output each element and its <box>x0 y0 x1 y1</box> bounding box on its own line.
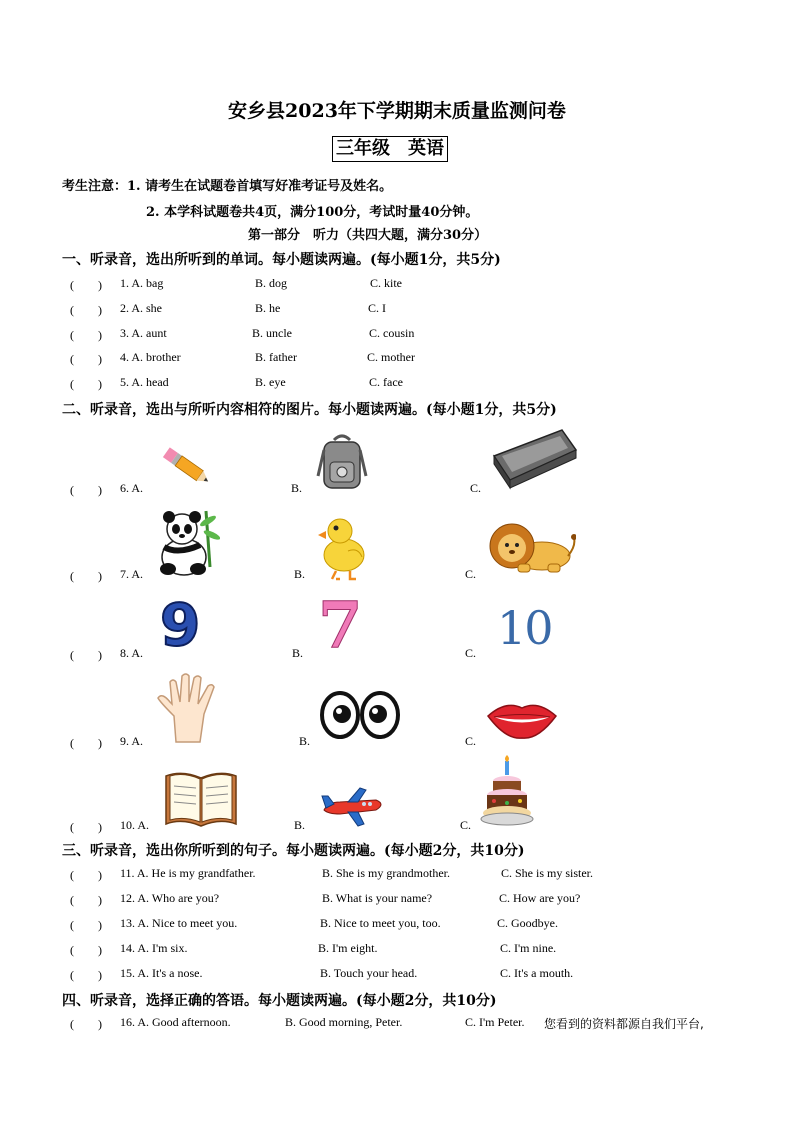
option-c: C. Goodbye. <box>497 916 558 930</box>
option-a: 14. A. I'm six. <box>120 941 188 955</box>
question-12 <box>70 891 770 907</box>
option-c: C. kite <box>370 276 402 290</box>
option-a: 1. A. bag <box>120 276 164 290</box>
question-14 <box>70 941 770 957</box>
number-seven-picture: 7 <box>318 588 363 663</box>
pencil-case-icon <box>488 424 580 492</box>
option-c: C. cousin <box>369 326 415 340</box>
option-c: C. mother <box>367 350 415 364</box>
option-c: C. <box>465 567 477 581</box>
source-note: 您看到的资料都源自我们平台, <box>544 1017 704 1031</box>
option-a: 16. A. Good afternoon. <box>120 1015 231 1029</box>
option-a: 11. A. He is my grandfather. <box>120 866 256 880</box>
answer-paren[interactable]: ( ) <box>70 648 102 662</box>
backpack-icon <box>316 432 368 492</box>
answer-paren[interactable]: ( ) <box>70 868 102 882</box>
question-5 <box>70 375 770 391</box>
option-b: B. <box>294 818 306 832</box>
option-a: 2. A. she <box>120 301 162 315</box>
answer-paren[interactable]: ( ) <box>70 303 102 317</box>
option-b: B. What is your name? <box>322 891 433 905</box>
option-b: B. I'm eight. <box>318 941 378 955</box>
option-a: 8. A. <box>120 646 144 660</box>
panda-icon <box>158 507 220 577</box>
option-c: C. It's a mouth. <box>500 966 574 980</box>
question-16 <box>70 1015 770 1031</box>
cake-icon <box>480 755 534 831</box>
answer-paren[interactable]: ( ) <box>70 893 102 907</box>
option-c: C. I <box>368 301 386 315</box>
option-c: C. <box>470 481 482 495</box>
duck-icon <box>318 513 368 581</box>
answer-paren[interactable]: ( ) <box>70 1017 102 1031</box>
option-b: B. Nice to meet you, too. <box>320 916 441 930</box>
option-a: 15. A. It's a nose. <box>120 966 203 980</box>
option-b: B. he <box>255 301 281 315</box>
answer-paren[interactable]: ( ) <box>70 943 102 957</box>
option-b: B. <box>291 481 303 495</box>
answer-paren[interactable]: ( ) <box>70 569 102 583</box>
answer-paren[interactable]: ( ) <box>70 483 102 497</box>
question-13 <box>70 916 770 932</box>
option-c: C. face <box>369 375 403 389</box>
option-b: B. Touch your head. <box>320 966 418 980</box>
question-15 <box>70 966 770 982</box>
option-c: C. <box>465 646 477 660</box>
option-b: B. dog <box>255 276 288 290</box>
question-1 <box>70 276 770 292</box>
option-b: B. <box>299 734 311 748</box>
question-4 <box>70 350 770 366</box>
answer-paren[interactable]: ( ) <box>70 352 102 366</box>
option-b: B. Good morning, Peter. <box>285 1015 403 1029</box>
eyes-icon <box>320 690 402 740</box>
notice-line-2: 2. 本学科试题卷共4页，满分100分，考试时量40分钟。 <box>146 205 479 220</box>
answer-paren[interactable]: ( ) <box>70 328 102 342</box>
question-3 <box>70 326 770 342</box>
plane-icon <box>320 786 386 828</box>
option-a: 6. A. <box>120 481 144 495</box>
answer-paren[interactable]: ( ) <box>70 736 102 750</box>
section-2-heading: 二、听录音，选出与所听内容相符的图片。每小题读两遍。(每小题1分，共5分) <box>62 402 557 418</box>
option-a: 12. A. Who are you? <box>120 891 220 905</box>
option-a: 9. A. <box>120 734 144 748</box>
option-c: C. How are you? <box>499 891 581 905</box>
section-3-heading: 三、听录音，选出你所听到的句子。每小题读两遍。(每小题2分，共10分) <box>62 843 525 859</box>
option-b: B. She is my grandmother. <box>322 866 450 880</box>
lion-icon <box>488 516 576 578</box>
option-b: B. father <box>255 350 297 364</box>
book-icon <box>164 770 238 828</box>
option-c: C. <box>460 818 472 832</box>
option-c: C. She is my sister. <box>501 866 594 880</box>
answer-paren[interactable]: ( ) <box>70 278 102 292</box>
option-a: 3. A. aunt <box>120 326 167 340</box>
option-c: C. I'm nine. <box>500 941 557 955</box>
answer-paren[interactable]: ( ) <box>70 918 102 932</box>
option-a: 7. A. <box>120 567 144 581</box>
section-1-heading: 一、听录音，选出所听到的单词。每小题读两遍。(每小题1分，共5分) <box>62 252 501 268</box>
section-4-heading: 四、听录音，选择正确的答语。每小题读两遍。(每小题2分，共10分) <box>62 993 497 1009</box>
option-b: B. eye <box>255 375 286 389</box>
answer-paren[interactable]: ( ) <box>70 968 102 982</box>
answer-paren[interactable]: ( ) <box>70 820 102 834</box>
option-a: 13. A. Nice to meet you. <box>120 916 238 930</box>
answer-paren[interactable]: ( ) <box>70 377 102 391</box>
part-one-heading: 第一部分 听力（共四大题，满分30分） <box>248 228 488 243</box>
option-a: 10. A. <box>120 818 150 832</box>
option-c: C. <box>465 734 477 748</box>
option-b: B. <box>292 646 304 660</box>
grade-subject-box: 三年级 英语 <box>332 136 448 162</box>
option-a: 5. A. head <box>120 375 169 389</box>
number-ten-picture: 10 <box>497 601 552 655</box>
option-b: B. <box>294 567 306 581</box>
option-c: C. I'm Peter. <box>465 1015 525 1029</box>
option-b: B. uncle <box>252 326 292 340</box>
question-11 <box>70 866 770 882</box>
pencil-icon <box>158 442 214 490</box>
number-nine-picture: 9 <box>160 591 201 659</box>
question-2 <box>70 301 770 317</box>
option-a: 4. A. brother <box>120 350 181 364</box>
hand-icon <box>156 672 226 744</box>
notice-line-1: 考生注意：1. 请考生在试题卷首填写好准考证号及姓名。 <box>62 179 393 194</box>
page-title: 安乡县2023年下学期期末质量监测问卷 <box>228 100 566 122</box>
mouth-icon <box>486 698 558 740</box>
